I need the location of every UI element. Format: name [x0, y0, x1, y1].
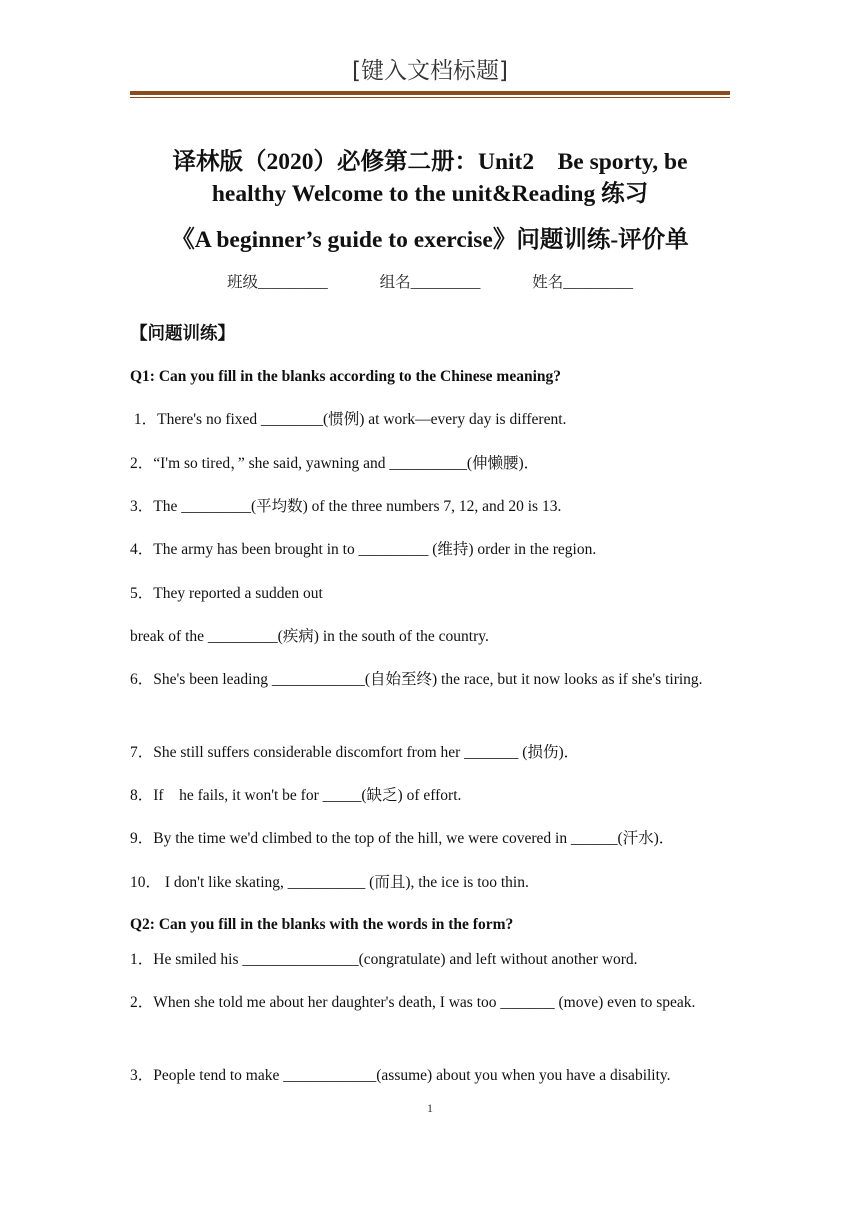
q1-item-7: 7．She still suffers considerable discomfort from her _______ (损伤)．: [130, 744, 580, 761]
title-line-2: healthy Welcome to the unit&Reading 练习: [211, 181, 649, 207]
q1-item-4: 4．The army has been brought in to _________ (维持) order in the region.: [130, 541, 597, 558]
class-field: 班级_________: [226, 274, 328, 291]
q1-item-6: 6．She's been leading ____________(自始至终) the race, but it now looks as if she's tiring.: [130, 671, 703, 688]
q2-heading: Q2: Can you fill in the blanks with the words in the form?: [130, 916, 514, 933]
q2-item-2: 2．When she told me about her daughter's death, I was too _______ (move) even to speak.: [130, 994, 696, 1011]
q1-item-10: 10． I don't like skating, __________ (而且), the ice is too thin.: [130, 874, 529, 891]
q1-item-5-continued: break of the _________(疾病) in the south of the country.: [130, 628, 489, 645]
page-number: 1: [427, 1101, 433, 1115]
document-title: [130, 146, 730, 256]
header-rule-thin: [130, 97, 730, 98]
q2-item-3: 3．People tend to make ____________(assume) about you when you have a disability.: [130, 1067, 671, 1084]
title-line-1: 译林版（2020）必修第二册：Unit2 Be sporty, be: [172, 149, 688, 175]
q2-item-1: 1．He smiled his _______________(congratulate) and left without another word.: [130, 951, 638, 968]
section-title: 【问题训练】: [130, 323, 235, 343]
q1-heading: Q1: Can you fill in the blanks according to the Chinese meaning?: [130, 368, 562, 385]
group-field: 组名_________: [379, 274, 481, 291]
q1-item-9: 9．By the time we'd climbed to the top of the hill, we were covered in ______(汗水)．: [130, 830, 675, 847]
header-rule-thick: [130, 91, 730, 95]
title-line-3: 《A beginner’s guide to exercise》问题训练-评价单: [171, 227, 689, 253]
student-info-row: [0, 270, 860, 292]
q1-item-3: 3．The _________(平均数) of the three numbers 7, 12, and 20 is 13.: [130, 498, 562, 515]
q1-item-8: 8．If he fails, it won't be for _____(缺乏) of effort.: [130, 787, 462, 804]
q1-item-1: 1．There's no fixed ________(惯例) at work—every day is different.: [130, 411, 567, 428]
q1-item-5: 5．They reported a sudden out: [130, 585, 323, 602]
name-field: 姓名_________: [532, 274, 634, 291]
q1-item-2: 2．“I'm so tired，” she said, yawning and __________(伸懒腰)．: [130, 455, 540, 472]
document-header: [键入文档标题]: [352, 58, 508, 84]
